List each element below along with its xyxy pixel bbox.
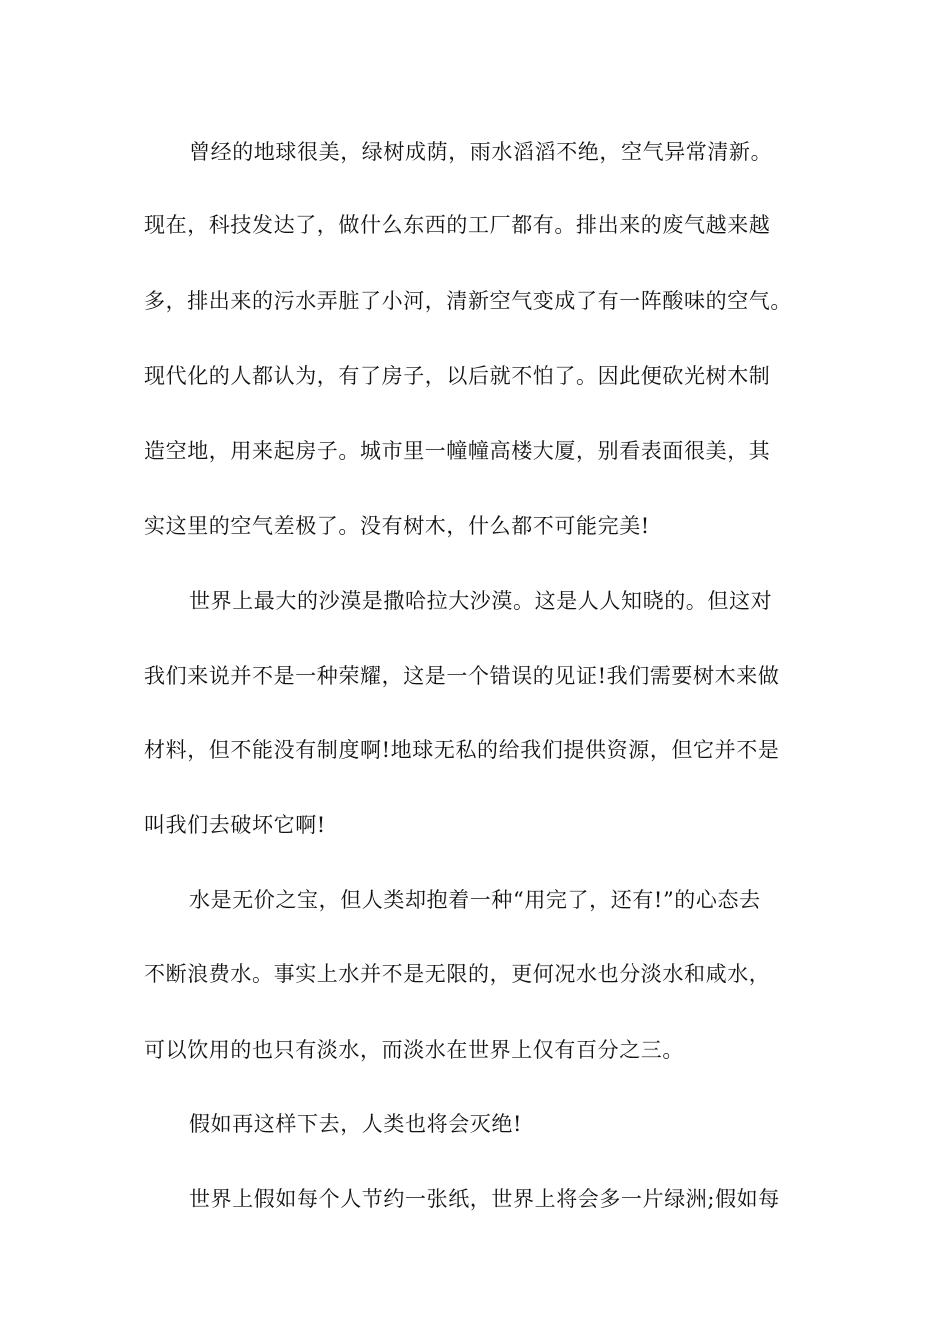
paragraph-3-line-3: 可以饮用的也只有淡水，而淡水在世界上仅有百分之三。 — [144, 1038, 684, 1062]
paragraph-2-line-4: 叫我们去破坏它啊! — [144, 813, 326, 837]
paragraph-2-line-2: 我们来说并不是一种荣耀，这是一个错误的见证!我们需要树木来做 — [144, 664, 780, 688]
paragraph-1-line-2: 现在，科技发达了，做什么东西的工厂都有。排出来的废气越来越 — [144, 213, 771, 237]
paragraph-3-line-1: 水是无价之宝，但人类却抱着一种“用完了，还有!”的心态去 — [189, 888, 761, 912]
paragraph-1-line-5: 造空地，用来起房子。城市里一幢幢高楼大厦，别看表面很美，其 — [144, 439, 771, 463]
paragraph-1-line-4: 现代化的人都认为，有了房子，以后就不怕了。因此便砍光树木制 — [144, 364, 771, 388]
paragraph-1-line-1: 曾经的地球很美，绿树成荫，雨水滔滔不绝，空气异常清新。 — [189, 140, 773, 164]
paragraph-2-line-3: 材料，但不能没有制度啊!地球无私的给我们提供资源，但它并不是 — [144, 738, 780, 762]
paragraph-2-line-1: 世界上最大的沙漠是撒哈拉大沙漠。这是人人知晓的。但这对 — [189, 589, 773, 613]
paragraph-1-line-3: 多，排出来的污水弄脏了小河，清新空气变成了有一阵酸味的空气。 — [144, 289, 792, 313]
paragraph-3-line-2: 不断浪费水。事实上水并不是无限的，更何况水也分淡水和咸水， — [144, 962, 771, 986]
paragraph-4-line-1: 假如再这样下去，人类也将会灭绝! — [189, 1112, 523, 1136]
paragraph-1-line-6: 实这里的空气差极了。没有树木，什么都不可能完美! — [144, 514, 650, 538]
paragraph-5-line-1: 世界上假如每个人节约一张纸，世界上将会多一片绿洲;假如每 — [189, 1187, 780, 1211]
